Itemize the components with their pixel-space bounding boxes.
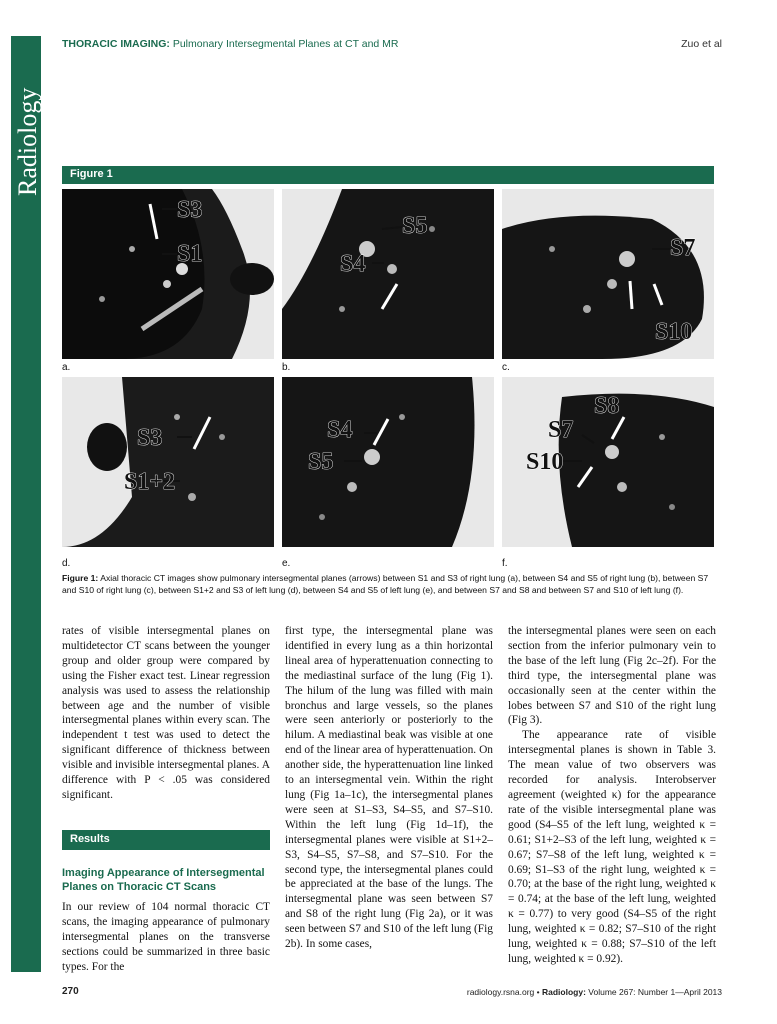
ct-panel-c [502,189,714,359]
panel-d-letter: d. [62,558,71,569]
subheading: Imaging Appearance of Intersegmental Planes on Thoracic CT Scans [62,867,265,893]
running-head-section: THORACIC IMAGING: [62,38,170,50]
ct-panel-a [62,189,274,359]
panel-c-label-1: S7 [670,235,696,261]
footer-journal: Radiology: [541,987,586,997]
panel-c-letter: c. [502,362,510,373]
journal-logo: Radiology [13,87,42,196]
panel-e-letter: e. [282,558,291,569]
journal-side-band [11,36,41,972]
panel-f-label-1: S8 [594,393,620,419]
panel-c-label-2: S10 [655,319,693,345]
figure-title-bar [62,166,714,184]
running-head-topic: Pulmonary Intersegmental Planes at CT and MR [172,38,399,50]
ct-panel-b [282,189,494,359]
col1-paragraph-1: rates of visible intersegmental planes on multidetector CT scans between the younger group and older group were compared by using the Fisher exact test. Linear regression analysis was used to assess the relationship between age and the number of visible intersegmental planes within every scan. The independent t test was used to detect the significant difference of thickness between visible and invisible intersegmental planes. A difference with P < .05 was considered significant. [62,625,270,801]
ct-panel-e [282,377,494,547]
panel-e-label-1: S4 [327,417,353,443]
body-column-2 [285,624,493,952]
figure-caption-label: Figure 1: [62,573,99,583]
panel-b-label-2: S4 [340,251,366,277]
figure-caption-text: Axial thoracic CT images show pulmonary intersegmental planes (arrows) between S1 and S3 of right lung (a), between S4 and S5 of right lung (b), between S7 and S10 of right lung (c), between S1+2 and S3 of left lung (d), between S4 and S5 of left lung (e), and between S7 and S8 and between S7 and S10 of left lung (f). [62,573,709,595]
col3-paragraph-1: the intersegmental planes were seen on each section from the inferior pulmonary vein to the base of the left lung (Fig 2c–2f). For the third type, the intersegmental plane was occasionally seen at the center within the lobes between S7 and S10 of the right lung (Fig 3). [508,625,716,727]
panel-e-label-2: S5 [308,449,334,475]
results-heading: Results [70,833,110,845]
panel-d-label-1: S3 [137,425,163,451]
running-head [62,38,722,54]
col1-paragraph-2: In our review of 104 normal thoracic CT scans, the imaging appearance of pulmonary intersegmental planes on the transverse sections could be summarized in three basic types. For the [62,901,270,973]
panel-f-label-2: S7 [548,417,574,443]
ct-panel-f [502,377,714,547]
figure-title: Figure 1 [70,168,113,180]
panel-a-letter: a. [62,362,71,373]
figure-caption [62,572,714,596]
panel-d-label-2: S1+2 [124,469,176,495]
results-heading-bar [62,830,270,850]
panel-a-label-1: S3 [177,197,203,223]
page-footer [62,986,722,1000]
panel-f-letter: f. [502,558,508,569]
page-number: 270 [62,986,79,997]
running-head-authors: Zuo et al [681,38,722,50]
panel-f-label-3: S10 [526,449,564,475]
col2-paragraph-1: first type, the intersegmental plane was identified in every lung as a thin horizontal lineal area of hyperattenuation connecting to the mediastinal surface of the lung (Fig 1). The hilum of the lung was filled with main bronchus and large vessels, so the planes were seen anteriorly or posteriorly to the hilum. A mediastinal beak was visible at one end of the linear area of hyperattenuation. On another side, the hyperattenuation line linked to an intersegmental vein. Within the right lung (Fig 1a–1c), the intersegmental planes were seen at S1–S3, S4–S5, and S7–S10. Within the left lung (Fig 1d–1f), the intersegmental planes were visible at S1+2–S3, S4–S5, S7–S8, and S7–S10. For the second type, the intersegmental planes could be appreciated at the base of the lungs. The intersegmental plane was seen between S7 and S8 of the right lung (Fig 2a), or it was seen between S7 and S10 of the left lung (Fig 2b). In some cases, [285,625,493,951]
panel-b-letter: b. [282,362,291,373]
footer-site: radiology.rsna.org [466,987,535,997]
body-column-3 [508,624,716,967]
panel-b-label-1: S5 [402,213,428,239]
panel-a-label-2: S1 [177,241,203,267]
footer-citation: radiology.rsna.org • Radiology: Volume 267: Number 1—April 2013 [466,987,722,997]
ct-panel-d [62,377,274,547]
col3-paragraph-2: The appearance rate of visible intersegmental planes is shown in Table 3. The mean value of two observers was recorded for analysis. Interobserver agreement (weighted κ) for the appearance rate of the visible intersegmental plane was good (S4–S5 of the left lung, weighted κ = 0.61; S1+2–S3 of the left lung, weighted κ = 0.67; S7–S8 of the left lung, weighted κ = 0.69; S1–S3 of the right lung, weighted κ = 0.70; at the base of the right lung, weighted κ = 0.74; at the base of the left lung, weighted κ = 0.77) to very good (S4–S5 of the right lung, weighted κ = 0.82; S7–S10 of the right lung, weighted κ = 0.88; S7–S10 of the left lung, weighted κ = 0.92). [508,729,716,965]
footer-volume: Volume 267: Number 1—April 2013 [588,987,722,997]
body-column-1 [62,624,270,803]
body-column-1-cont [62,900,270,975]
